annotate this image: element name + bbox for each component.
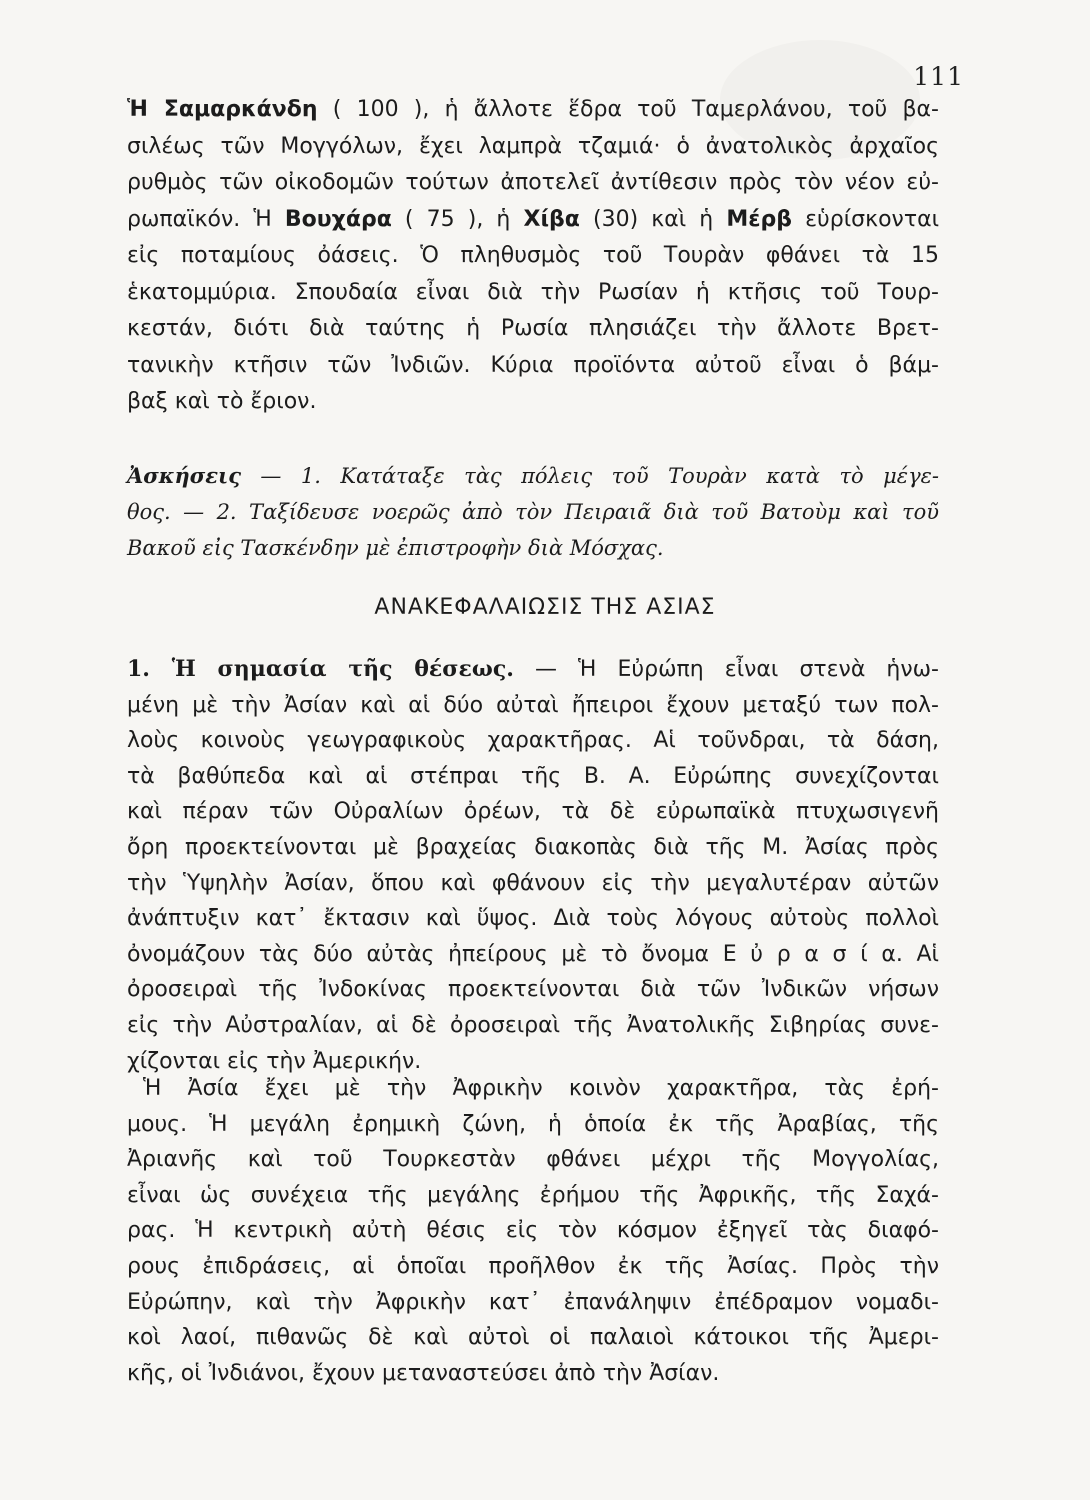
text-line: ρας. Ἡ κεντρικὴ αὐτὴ θέσις εἰς τὸν κόσμον ἐξηγεῖ τὰς διαφό- [127,1218,939,1244]
text-line: τὴν Ὑψηλὴν Ἀσίαν, ὅπου καὶ φθάνουν εἰς τὴν μεγαλυτέραν αὐτῶν [127,870,939,896]
text-line: τανικὴν κτῆσιν τῶν Ἰνδιῶν. Κύρια προϊόντα αὐτοῦ εἶναι ὁ βάμ- [127,352,939,378]
exercises-block [127,458,939,566]
text-line: ἀνάπτυξιν κατ᾽ ἔκτασιν καὶ ὕψος. Διὰ τοὺς λόγους αὐτοὺς πολλοὶ [127,906,939,932]
place-name-bukhara: Βουχάρα [284,206,392,232]
text-line: Εὐρώπην, καὶ τὴν Ἀφρικὴν κατ᾽ ἐπανάληψιν ἐπέδραμον νομαδι- [127,1289,939,1315]
text-line: εἶναι ὡς συνέχεια τῆς μεγάλης ἐρήμου τῆς Ἀφρικῆς, τῆς Σαχά- [127,1182,939,1208]
text-line: Ἀριανῆς καὶ τοῦ Τουρκεστὰν φθάνει μέχρι τῆς Μογγολίας, [127,1147,939,1173]
place-name-samarkand: Ἡ Σαμαρκάνδη [127,97,318,122]
exercise-line: Βακοῦ εἰς Τασκένδην μὲ ἐπιστροφὴν διὰ Μόσχας. [127,536,664,560]
text-line: ὀροσειραὶ τῆς Ἰνδοκίνας προεκτείνονται διὰ τῶν Ἰνδικῶν νήσων [127,977,939,1003]
text-line: ρους ἐπιδράσεις, αἱ ὁποῖαι προῆλθον ἐκ τῆς Ἀσίας. Πρὸς τὴν [127,1253,939,1279]
text-line: σιλέως τῶν Μογγόλων, ἔχει λαμπρὰ τζαμιά· ὁ ἀνατολικὸς ἀρχαῖος [127,133,939,159]
text-line [127,202,939,239]
text-line: ὀνομάζουν τὰς δύο αὐτὰς ἠπείρους μὲ τὸ ὄνομα Ε ὐ ρ α σ ί α. Αἱ [127,941,939,967]
text-fragment: (30) καὶ ἡ [579,206,727,232]
text-line: βαξ καὶ τὸ ἔριον. [127,389,317,414]
text-fragment: ( 100 ), ἡ ἄλλοτε ἕδρα τοῦ Ταμερλάνου, τοῦ βα- [317,97,939,122]
section-title: 1. Ἡ σημασία τῆς θέσεως. [127,656,514,682]
paragraph-asia-africa [127,1071,939,1391]
text-line: μένη μὲ τὴν Ἀσίαν καὶ αἱ δύο αὐταὶ ἤπειροι ἔχουν μεταξύ των πολ- [127,692,939,718]
text-line: κῆς, οἱ Ἰνδιάνοι, ἔχουν μεταναστεύσει ἀπὸ τὴν Ἀσίαν. [127,1360,720,1386]
text-line: τὰ βαθύπεδα καὶ αἱ στέπpαι τῆς Β. Α. Εὐρώπης συνεχίζονται [127,763,939,789]
text-line: εἰς τὴν Αὐστραλίαν, αἱ δὲ ὀροσειραὶ τῆς Ἀνατολικῆς Σιβηρίας συνε- [127,1012,939,1038]
exercise-line: θος. — 2. Ταξίδευσε νοερῶς ἀπὸ τὸν Πειραιᾶ διὰ τοῦ Βατοὺμ καὶ τοῦ [127,500,939,524]
text-line: ὄρη προεκτείνονται μὲ βραχείας διακοπὰς διὰ τῆς Μ. Ἀσίας πρὸς [127,834,939,860]
text-line: κεστάν, διότι διὰ ταύτης ἡ Ρωσία πλησιάζει τὴν ἄλλοτε Βρετ- [127,316,939,341]
text-fragment: — Ἡ Εὐρώπη εἶναι στενὰ ἡνω- [513,657,939,682]
text-line: λοὺς κοινοὺς γεωγραφικοὺς χαρακτῆρας. Αἱ τοῦνδραι, τὰ δάση, [127,728,939,754]
text-line: κοὶ λαοί, πιθανῶς δὲ καὶ αὐτοὶ οἱ παλαιοὶ κάτοικοι τῆς Ἀμερι- [127,1325,939,1351]
text-fragment: ( 75 ), ἡ [391,206,524,232]
text-line: καὶ πέραν τῶν Οὐραλίων ὀρέων, τὰ δὲ εὐρωπαϊκὰ πτυχωσιγενῆ [127,799,939,825]
text-line: χίζονται εἰς τὴν Ἀμερικήν. [127,1048,422,1074]
place-name-khiva: Χίβα [523,206,580,232]
text-line [127,652,939,688]
section-significance-of-position [127,652,939,1079]
text-line: μους. Ἡ μεγάλη ἐρημικὴ ζώνη, ἡ ὁποία ἐκ τῆς Ἀραβίας, τῆς [127,1111,939,1137]
text-line: ρυθμὸς τῶν οἰκοδομῶν τούτων ἀποτελεῖ ἀντίθεσιν πρὸς τὸν νέον εὐ- [127,170,939,195]
section-heading: ΑΝΑΚΕΦΑΛΑΙΩΣΙΣ ΤΗΣ ΑΣΙΑΣ [374,595,716,620]
exercise-line [127,458,939,494]
text-line [127,92,939,129]
exercises-label: Ἀσκήσεις [127,463,241,488]
text-fragment: — 1. Κατάταξε τὰς πόλεις τοῦ Τουρὰν κατὰ τὸ μέγε- [240,464,939,488]
page-number: 111 [913,62,964,91]
text-line: εἰς ποταμίους ὀάσεις. Ὁ πληθυσμὸς τοῦ Τουρὰν φθάνει τὰ 15 [127,243,939,268]
text-fragment: εὑρίσκονται [792,206,940,232]
text-line: ἑκατομμύρια. Σπουδαία εἶναι διὰ τὴν Ρωσίαν ἡ κτῆσις τοῦ Τουρ- [127,279,939,305]
text-fragment: ρωπαϊκόν. Ἡ [127,206,285,232]
place-name-merv: Μέρβ [726,206,793,232]
paragraph-samarkand [127,92,939,421]
text-line: Ἡ Ἀσία ἔχει μὲ τὴν Ἀφρικὴν κοινὸν χαρακτῆρα, τὰς ἐρή- [143,1076,939,1101]
